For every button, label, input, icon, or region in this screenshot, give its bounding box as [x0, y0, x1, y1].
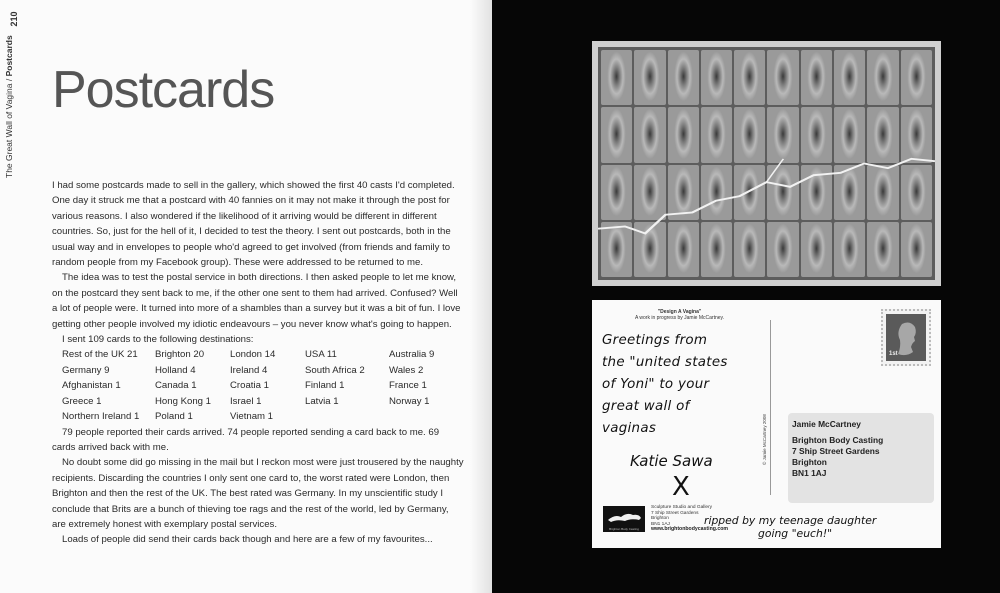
address-line: 7 Ship Street Gardens [792, 446, 880, 456]
destination-cell: Canada 1 [155, 380, 197, 392]
postcard-divider [770, 320, 771, 495]
paragraph: I sent 109 cards to the following destinations: [62, 334, 254, 346]
destination-cell: Holland 4 [155, 364, 196, 376]
address-line: Jamie McCartney [792, 419, 861, 429]
destination-cell: Greece 1 [62, 395, 102, 407]
page-title: Postcards [52, 61, 275, 119]
destinations-row [62, 347, 449, 362]
copyright-vertical: © Jamie McCartney 2008 [762, 414, 767, 465]
destination-cell: Afghanistan 1 [62, 380, 121, 392]
stamp-value: 1st [889, 351, 898, 357]
destinations-row [62, 363, 449, 378]
destination-cell: Poland 1 [155, 411, 193, 423]
destination-cell: Latvia 1 [305, 395, 339, 407]
address-line: BN1 1AJ [792, 468, 827, 478]
destinations-row [62, 378, 449, 393]
crack-line [598, 47, 935, 280]
destination-cell: Australia 9 [389, 349, 435, 361]
destination-cell: USA 11 [305, 349, 337, 361]
studio-line: 7 Ship Street Gardens [651, 510, 699, 516]
casts-photograph [592, 41, 941, 286]
studio-line: BN1 1AJ [651, 521, 670, 527]
gutter-shadow [470, 0, 492, 593]
postcard-heading [592, 309, 767, 321]
handwriting-line: of Yoni" to your [602, 377, 710, 392]
studio-line: Sculpture Studio and Gallery [651, 505, 713, 510]
handwriting-line: great wall of [602, 399, 690, 414]
paragraph: 79 people reported their cards arrived. 74 people reported sending a card back to me. 69 cards arrived back with me. [52, 426, 440, 453]
destination-cell: Rest of the UK 21 [62, 349, 138, 361]
stamp-image [886, 314, 926, 361]
address-label [788, 413, 934, 503]
destination-cell: Germany 9 [62, 364, 110, 376]
destination-cell: Brighton 20 [155, 349, 205, 361]
reclining-figure-icon [603, 506, 645, 526]
paragraph: No doubt some did go missing in the mail but I reckon most were just trousered by the naughty recipients. Discarding the countries I only sent one card to, the worst rated were London, then Brighton and then the rest of the UK. The best rated was Germany. In my unscientific study I conclude that Brits are a bunch of thieving toe rags and the rest of the world, led by Germany, are extremely honest with exemplary postal services. [52, 457, 464, 530]
destinations-row [62, 394, 449, 409]
handwriting-line: Greetings from [602, 333, 708, 348]
paragraph: The idea was to test the postal service in both directions. I then asked people to let me know, on the postcard they sent back to me, if the other one sent to them had arrived. Confused? Well a lot of people were. It turned into more of a shambles than a survey but it was a bit of fun. I love getting other people involved my idiotic endeavours – you never know what's going to happen. [52, 272, 461, 330]
postage-stamp [881, 309, 931, 366]
address-line: Brighton Body Casting [792, 435, 884, 445]
destination-cell: Northern Ireland 1 [62, 411, 140, 423]
destination-cell [305, 409, 389, 424]
destination-cell: Ireland 4 [230, 364, 268, 376]
destination-cell: France 1 [389, 380, 427, 392]
destination-cell [389, 409, 449, 424]
page-number: 210 [9, 11, 19, 27]
brighton-body-casting-logo [603, 506, 645, 532]
destination-cell: Hong Kong 1 [155, 395, 212, 407]
studio-website: www.brightonbodycasting.com [651, 526, 729, 533]
destination-cell: Israel 1 [230, 395, 262, 407]
note-line: ripped by my teenage daughter [704, 514, 877, 527]
postcard-heading-title: "Design A Vagina" [657, 309, 702, 315]
running-head [4, 8, 18, 178]
studio-line: Brighton [651, 516, 669, 522]
handwritten-note [704, 514, 876, 540]
destinations-row [62, 409, 449, 424]
destination-cell: London 14 [230, 349, 276, 361]
kiss-mark: X [672, 472, 690, 502]
destination-cell: South Africa 2 [305, 364, 365, 376]
running-head-section: Postcards [4, 35, 14, 77]
article-body [52, 178, 464, 548]
destination-cell: Croatia 1 [230, 380, 269, 392]
postcard-back [592, 300, 941, 548]
handwriting-line: the "united states [602, 355, 728, 370]
signature: Katie Sawa [630, 452, 713, 470]
handwriting-line: vaginas [602, 421, 657, 436]
running-head-book-title: The Great Wall of Vagina / [4, 78, 14, 178]
destination-cell: Vietnam 1 [230, 411, 274, 423]
paragraph: I had some postcards made to sell in the gallery, which showed the first 40 casts I'd completed. One day it struck me that a postcard with 40 fannies on it may not make it through the post for various reasons. I also wondered if the likelihood of it arriving would be different in different countries. So, just for the hell of it, I decided to test the theory. I sent out postcards, both in the usual way and in envelopes to people who'd agreed to get involved (from friends and family to random people from my Facebook group). These were addressed to be returned to me. [52, 180, 455, 269]
destination-cell: Norway 1 [389, 395, 430, 407]
destinations-table [62, 347, 449, 424]
right-page [492, 0, 1000, 593]
destination-cell: Wales 2 [389, 364, 424, 376]
left-page [0, 0, 492, 593]
destination-cell: Finland 1 [305, 380, 345, 392]
note-line: going "euch!" [758, 527, 833, 540]
paragraph: Loads of people did send their cards back though and here are a few of my favourites... [62, 534, 433, 546]
postcard-heading-subtitle: A work in progress by Jamie McCartney. [634, 315, 725, 321]
address-line: Brighton [792, 457, 827, 467]
casts-grid [598, 47, 935, 280]
handwritten-message [602, 330, 772, 440]
logo-caption: Brighton Body Casting [609, 527, 639, 531]
